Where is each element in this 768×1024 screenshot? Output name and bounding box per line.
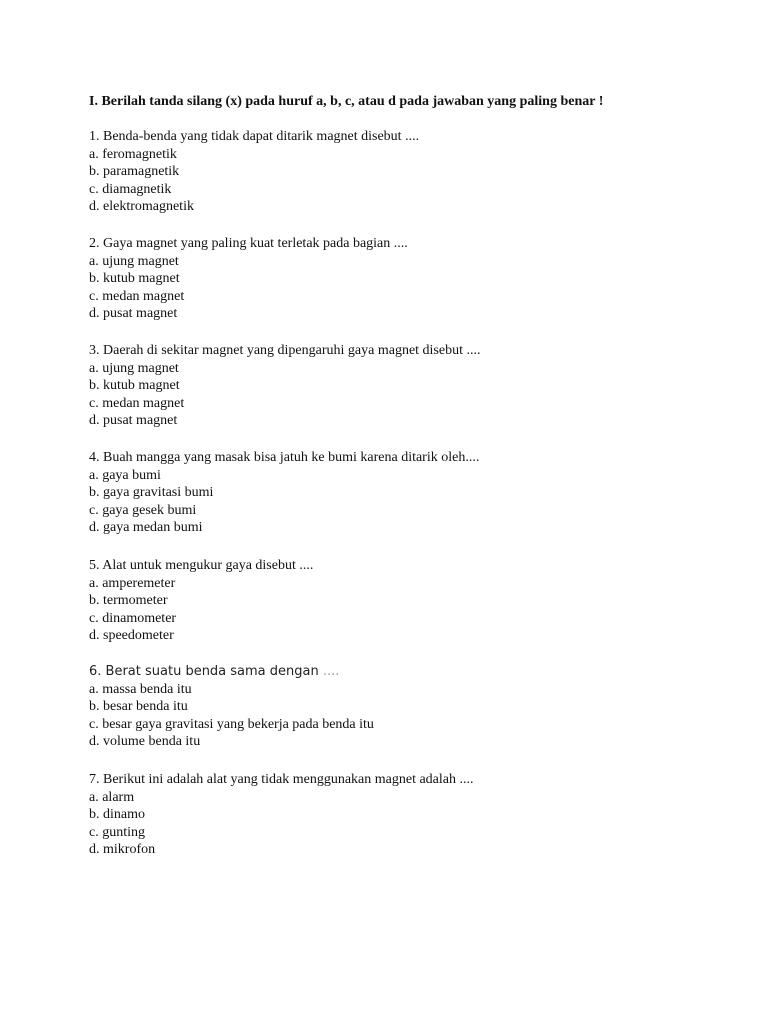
option-b: b. kutub magnet (89, 378, 180, 394)
question-3 (89, 342, 481, 430)
option-a: a. ujung magnet (89, 360, 179, 376)
option-d: d. speedometer (89, 628, 174, 644)
option-c: c. gaya gesek bumi (89, 502, 197, 518)
option-c: c. gunting (89, 824, 145, 840)
option-d: d. pusat magnet (89, 413, 178, 429)
option-d: d. mikrofon (89, 842, 156, 858)
question-6 (89, 663, 374, 751)
option-a: a. ujung magnet (89, 253, 179, 269)
option-d: d. gaya medan bumi (89, 520, 203, 536)
option-d: d. elektromagnetik (89, 199, 194, 215)
option-b: b. kutub magnet (89, 271, 180, 287)
option-c: c. dinamometer (89, 610, 177, 626)
option-b: b. gaya gravitasi bumi (89, 485, 214, 501)
question-2 (89, 235, 408, 323)
option-d: d. pusat magnet (89, 306, 178, 322)
question-stem: 7. Berikut ini adalah alat yang tidak menggunakan magnet adalah .... (89, 772, 474, 787)
question-stem-dots: .... (322, 664, 340, 679)
question-7 (89, 771, 474, 859)
option-a: a. gaya bumi (89, 467, 161, 483)
question-stem (89, 663, 374, 681)
option-b: b. dinamo (89, 807, 145, 823)
option-b: b. besar benda itu (89, 699, 188, 715)
question-stem: 3. Daerah di sekitar magnet yang dipengaruhi gaya magnet disebut .... (89, 343, 481, 358)
option-a: a. massa benda itu (89, 681, 192, 697)
option-a: a. feromagnetik (89, 146, 177, 162)
option-c: c. medan magnet (89, 395, 185, 411)
question-stem-text: 6. Berat suatu benda sama dengan (89, 664, 319, 679)
option-c: c. medan magnet (89, 288, 185, 304)
question-5 (89, 557, 313, 645)
question-stem: 4. Buah mangga yang masak bisa jatuh ke bumi karena ditarik oleh.... (89, 450, 480, 465)
question-stem: 5. Alat untuk mengukur gaya disebut .... (89, 558, 314, 573)
question-stem: 2. Gaya magnet yang paling kuat terletak pada bagian .... (89, 236, 408, 251)
question-1 (89, 128, 419, 216)
option-c: c. besar gaya gravitasi yang bekerja pada benda itu (89, 716, 374, 732)
question-4 (89, 449, 479, 537)
option-d: d. volume benda itu (89, 734, 201, 750)
option-c: c. diamagnetik (89, 181, 172, 197)
option-a: a. amperemeter (89, 575, 176, 591)
option-b: b. termometer (89, 593, 168, 609)
question-stem: 1. Benda-benda yang tidak dapat ditarik magnet disebut .... (89, 129, 420, 144)
option-a: a. alarm (89, 789, 135, 805)
option-b: b. paramagnetik (89, 164, 180, 180)
instruction-heading: I. Berilah tanda silang (x) pada huruf a, b, c, atau d pada jawaban yang paling benar ! (89, 94, 604, 109)
